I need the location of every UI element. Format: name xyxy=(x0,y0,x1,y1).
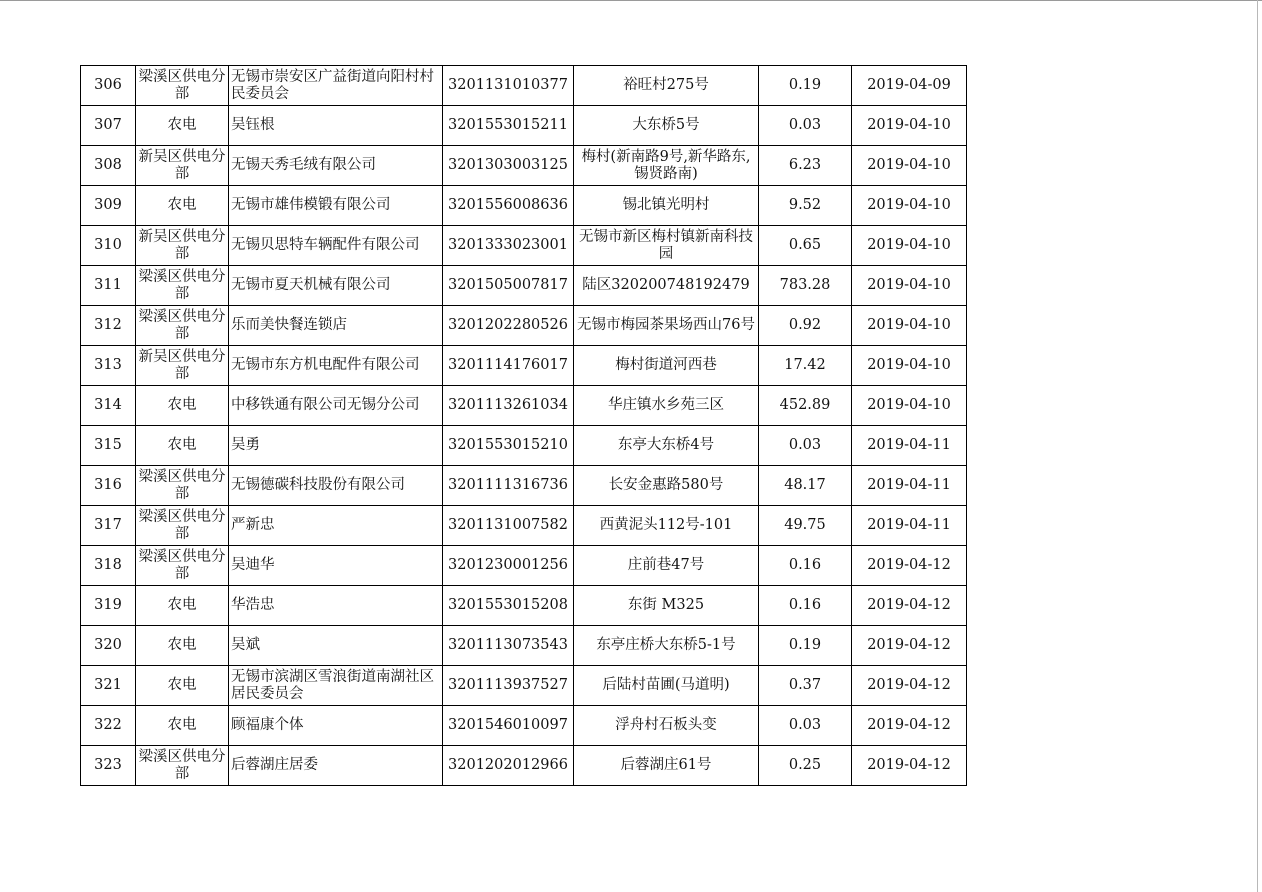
address-cell: 梅村(新南路9号,新华路东,锡贤路南) xyxy=(574,146,759,186)
table-row xyxy=(81,66,967,106)
department-cell: 农电 xyxy=(136,706,229,746)
row-number-cell: 320 xyxy=(81,626,136,666)
account-number-cell: 3201202280526 xyxy=(443,306,574,346)
date-cell: 2019-04-12 xyxy=(852,586,967,626)
date-cell: 2019-04-10 xyxy=(852,226,967,266)
row-number-cell: 315 xyxy=(81,426,136,466)
customer-name-cell: 严新忠 xyxy=(229,506,443,546)
table-row xyxy=(81,546,967,586)
table-body xyxy=(81,66,967,786)
capacity-cell: 0.92 xyxy=(759,306,852,346)
address-cell: 梅村街道河西巷 xyxy=(574,346,759,386)
date-cell: 2019-04-10 xyxy=(852,186,967,226)
date-cell: 2019-04-12 xyxy=(852,626,967,666)
department-cell: 农电 xyxy=(136,426,229,466)
department-cell: 新吴区供电分部 xyxy=(136,226,229,266)
capacity-cell: 0.16 xyxy=(759,586,852,626)
capacity-cell: 783.28 xyxy=(759,266,852,306)
date-cell: 2019-04-09 xyxy=(852,66,967,106)
row-number-cell: 312 xyxy=(81,306,136,346)
capacity-cell: 6.23 xyxy=(759,146,852,186)
table-row xyxy=(81,386,967,426)
row-number-cell: 309 xyxy=(81,186,136,226)
row-number-cell: 317 xyxy=(81,506,136,546)
row-number-cell: 319 xyxy=(81,586,136,626)
table-row xyxy=(81,106,967,146)
department-cell: 农电 xyxy=(136,186,229,226)
customer-name-cell: 无锡市滨湖区雪浪街道南湖社区居民委员会 xyxy=(229,666,443,706)
date-cell: 2019-04-10 xyxy=(852,346,967,386)
table-row xyxy=(81,746,967,786)
page-right-border xyxy=(1257,0,1258,892)
address-cell: 长安金惠路580号 xyxy=(574,466,759,506)
department-cell: 梁溪区供电分部 xyxy=(136,746,229,786)
row-number-cell: 318 xyxy=(81,546,136,586)
account-number-cell: 3201556008636 xyxy=(443,186,574,226)
date-cell: 2019-04-10 xyxy=(852,386,967,426)
row-number-cell: 321 xyxy=(81,666,136,706)
table-row xyxy=(81,226,967,266)
row-number-cell: 307 xyxy=(81,106,136,146)
customer-name-cell: 顾福康个体 xyxy=(229,706,443,746)
date-cell: 2019-04-10 xyxy=(852,146,967,186)
customer-name-cell: 无锡德碳科技股份有限公司 xyxy=(229,466,443,506)
capacity-cell: 48.17 xyxy=(759,466,852,506)
department-cell: 梁溪区供电分部 xyxy=(136,466,229,506)
address-cell: 无锡市梅园茶果场西山76号 xyxy=(574,306,759,346)
account-number-cell: 3201111316736 xyxy=(443,466,574,506)
department-cell: 梁溪区供电分部 xyxy=(136,506,229,546)
capacity-cell: 0.03 xyxy=(759,706,852,746)
capacity-cell: 0.16 xyxy=(759,546,852,586)
account-number-cell: 3201113261034 xyxy=(443,386,574,426)
address-cell: 东亭庄桥大东桥5-1号 xyxy=(574,626,759,666)
address-cell: 华庄镇水乡苑三区 xyxy=(574,386,759,426)
customer-name-cell: 无锡市夏天机械有限公司 xyxy=(229,266,443,306)
address-cell: 陆区320200748192479 xyxy=(574,266,759,306)
capacity-cell: 0.19 xyxy=(759,66,852,106)
account-number-cell: 3201553015211 xyxy=(443,106,574,146)
customer-name-cell: 无锡市崇安区广益街道向阳村村民委员会 xyxy=(229,66,443,106)
capacity-cell: 0.03 xyxy=(759,106,852,146)
account-number-cell: 3201505007817 xyxy=(443,266,574,306)
table-row xyxy=(81,346,967,386)
department-cell: 新吴区供电分部 xyxy=(136,146,229,186)
account-number-cell: 3201230001256 xyxy=(443,546,574,586)
table-row xyxy=(81,186,967,226)
customer-name-cell: 吴钰根 xyxy=(229,106,443,146)
table-row xyxy=(81,266,967,306)
customer-name-cell: 华浩忠 xyxy=(229,586,443,626)
address-cell: 东亭大东桥4号 xyxy=(574,426,759,466)
row-number-cell: 314 xyxy=(81,386,136,426)
department-cell: 梁溪区供电分部 xyxy=(136,66,229,106)
account-number-cell: 3201333023001 xyxy=(443,226,574,266)
account-number-cell: 3201113937527 xyxy=(443,666,574,706)
table-row xyxy=(81,146,967,186)
capacity-cell: 17.42 xyxy=(759,346,852,386)
department-cell: 农电 xyxy=(136,386,229,426)
department-cell: 农电 xyxy=(136,106,229,146)
row-number-cell: 313 xyxy=(81,346,136,386)
date-cell: 2019-04-10 xyxy=(852,266,967,306)
table-row xyxy=(81,586,967,626)
date-cell: 2019-04-11 xyxy=(852,426,967,466)
date-cell: 2019-04-10 xyxy=(852,306,967,346)
department-cell: 梁溪区供电分部 xyxy=(136,266,229,306)
customer-name-cell: 吴迪华 xyxy=(229,546,443,586)
date-cell: 2019-04-11 xyxy=(852,466,967,506)
address-cell: 大东桥5号 xyxy=(574,106,759,146)
capacity-cell: 0.65 xyxy=(759,226,852,266)
account-number-cell: 3201546010097 xyxy=(443,706,574,746)
date-cell: 2019-04-12 xyxy=(852,666,967,706)
row-number-cell: 322 xyxy=(81,706,136,746)
table-row xyxy=(81,306,967,346)
capacity-cell: 452.89 xyxy=(759,386,852,426)
date-cell: 2019-04-10 xyxy=(852,106,967,146)
address-cell: 锡北镇光明村 xyxy=(574,186,759,226)
table-row xyxy=(81,706,967,746)
account-number-cell: 3201113073543 xyxy=(443,626,574,666)
account-number-cell: 3201553015210 xyxy=(443,426,574,466)
department-cell: 梁溪区供电分部 xyxy=(136,306,229,346)
address-cell: 后蓉湖庄61号 xyxy=(574,746,759,786)
address-cell: 后陆村苗圃(马道明) xyxy=(574,666,759,706)
row-number-cell: 316 xyxy=(81,466,136,506)
table-row xyxy=(81,466,967,506)
table-row xyxy=(81,666,967,706)
page-top-border xyxy=(0,0,1262,1)
customer-name-cell: 吴勇 xyxy=(229,426,443,466)
customer-name-cell: 吴斌 xyxy=(229,626,443,666)
account-number-cell: 3201131007582 xyxy=(443,506,574,546)
date-cell: 2019-04-12 xyxy=(852,546,967,586)
table-row xyxy=(81,626,967,666)
customer-name-cell: 后蓉湖庄居委 xyxy=(229,746,443,786)
records-table xyxy=(80,65,967,786)
date-cell: 2019-04-12 xyxy=(852,746,967,786)
department-cell: 农电 xyxy=(136,666,229,706)
account-number-cell: 3201202012966 xyxy=(443,746,574,786)
department-cell: 农电 xyxy=(136,586,229,626)
department-cell: 农电 xyxy=(136,626,229,666)
capacity-cell: 0.19 xyxy=(759,626,852,666)
account-number-cell: 3201114176017 xyxy=(443,346,574,386)
row-number-cell: 323 xyxy=(81,746,136,786)
department-cell: 梁溪区供电分部 xyxy=(136,546,229,586)
capacity-cell: 0.03 xyxy=(759,426,852,466)
date-cell: 2019-04-12 xyxy=(852,706,967,746)
address-cell: 庄前巷47号 xyxy=(574,546,759,586)
row-number-cell: 308 xyxy=(81,146,136,186)
customer-name-cell: 无锡天秀毛绒有限公司 xyxy=(229,146,443,186)
table-row xyxy=(81,426,967,466)
address-cell: 裕旺村275号 xyxy=(574,66,759,106)
capacity-cell: 0.25 xyxy=(759,746,852,786)
row-number-cell: 310 xyxy=(81,226,136,266)
row-number-cell: 311 xyxy=(81,266,136,306)
account-number-cell: 3201131010377 xyxy=(443,66,574,106)
customer-name-cell: 乐而美快餐连锁店 xyxy=(229,306,443,346)
table-row xyxy=(81,506,967,546)
address-cell: 西黄泥头112号-101 xyxy=(574,506,759,546)
department-cell: 新吴区供电分部 xyxy=(136,346,229,386)
customer-name-cell: 无锡市东方机电配件有限公司 xyxy=(229,346,443,386)
customer-name-cell: 无锡市雄伟模锻有限公司 xyxy=(229,186,443,226)
address-cell: 浮舟村石板头变 xyxy=(574,706,759,746)
address-cell: 无锡市新区梅村镇新南科技园 xyxy=(574,226,759,266)
date-cell: 2019-04-11 xyxy=(852,506,967,546)
customer-name-cell: 无锡贝思特车辆配件有限公司 xyxy=(229,226,443,266)
capacity-cell: 0.37 xyxy=(759,666,852,706)
row-number-cell: 306 xyxy=(81,66,136,106)
capacity-cell: 9.52 xyxy=(759,186,852,226)
capacity-cell: 49.75 xyxy=(759,506,852,546)
customer-name-cell: 中移铁通有限公司无锡分公司 xyxy=(229,386,443,426)
account-number-cell: 3201303003125 xyxy=(443,146,574,186)
address-cell: 东街 M325 xyxy=(574,586,759,626)
account-number-cell: 3201553015208 xyxy=(443,586,574,626)
